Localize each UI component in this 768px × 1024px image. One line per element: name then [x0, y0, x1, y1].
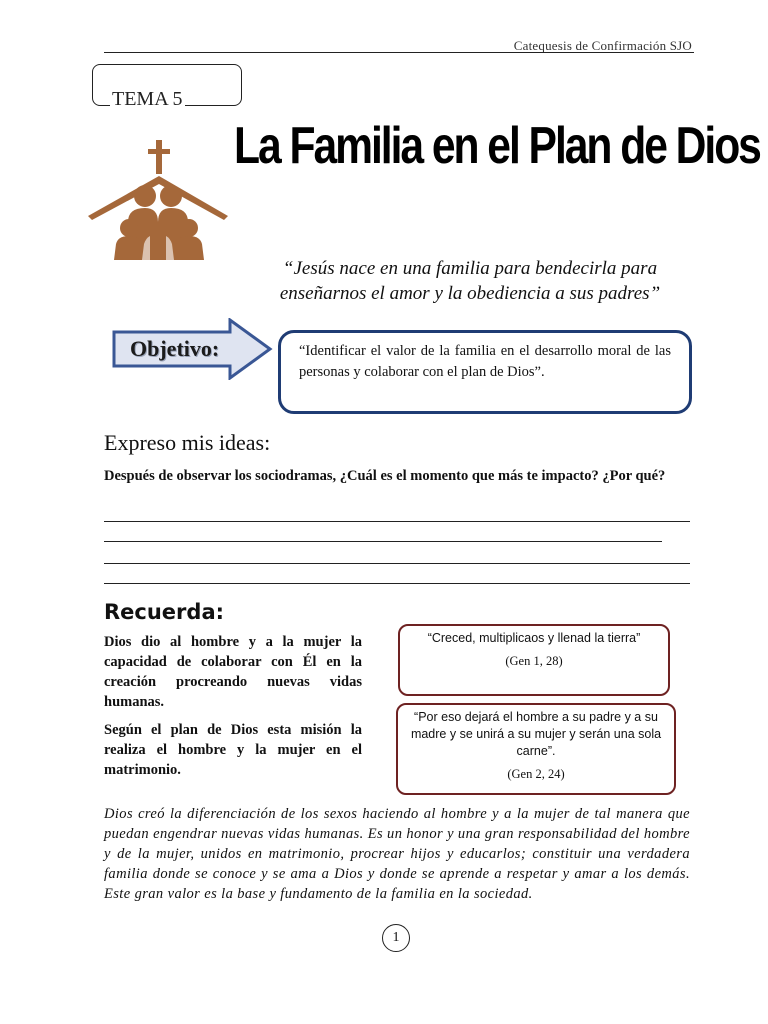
bible-quote-reference: (Gen 2, 24) — [507, 767, 565, 781]
objetivo-box — [278, 330, 692, 414]
page-number: 1 — [382, 924, 410, 952]
answer-line — [104, 521, 690, 522]
answer-line — [104, 563, 690, 564]
tema-label: TEMA 5 — [112, 88, 183, 110]
bible-quote-text: “Por eso dejará el hombre a su padre y a su madre y se unirá a su mujer y serán una sola carne”. — [410, 710, 662, 758]
page-title: La Familia en el Plan de Dios — [234, 117, 760, 175]
recuerda-paragraph-1: Dios dio al hombre y a la mujer la capacidad de colaborar con Él en la creación procreando nuevas vidas humanas. — [104, 634, 362, 710]
recuerda-paragraph-2: Según el plan de Dios esta misión la realiza el hombre y la mujer en el matrimonio. — [104, 722, 362, 778]
bible-quote-box — [396, 703, 676, 795]
answer-line — [104, 541, 662, 542]
conclusion-paragraph: Dios creó la diferenciación de los sexos haciendo al hombre y a la mujer de tal manera que puedan engendrar nuevas vidas humanas. Es un honor y una gran responsabilidad del hombre y de la mujer, unidos en matrimonio, procrear hijos y educarlos; constituir una verdadera familia donde se conoce y se ama a Dios y donde se aprende a respetar y amar a los demás. Este gran valor es la base y fundamento de la familia en la sociedad. — [104, 806, 690, 902]
objetivo-label: Objetivo: — [130, 336, 220, 361]
answer-line — [104, 583, 690, 584]
intro-quote: “Jesús nace en una familia para bendecirla para enseñarnos el amor y la obediencia a sus padres” — [279, 258, 661, 304]
bible-quote-reference: (Gen 1, 28) — [505, 654, 563, 668]
expreso-question: Después de observar los sociodramas, ¿Cuál es el momento que más te impacto? ¿Por qué? — [104, 468, 666, 484]
objetivo-text: “Identificar el valor de la familia en el desarrollo moral de las personas y colaborar con el plan de Dios”. — [299, 343, 671, 380]
recuerda-heading: Recuerda: — [104, 600, 225, 624]
expreso-heading: Expreso mis ideas: — [104, 430, 271, 455]
bible-quote-box — [398, 624, 670, 696]
church-family-icon — [88, 140, 228, 265]
header-divider — [104, 52, 694, 53]
header-title: Catequesis de Confirmación SJO — [513, 38, 692, 53]
bible-quote-text: “Creced, multiplicaos y llenad la tierra” — [427, 631, 641, 645]
